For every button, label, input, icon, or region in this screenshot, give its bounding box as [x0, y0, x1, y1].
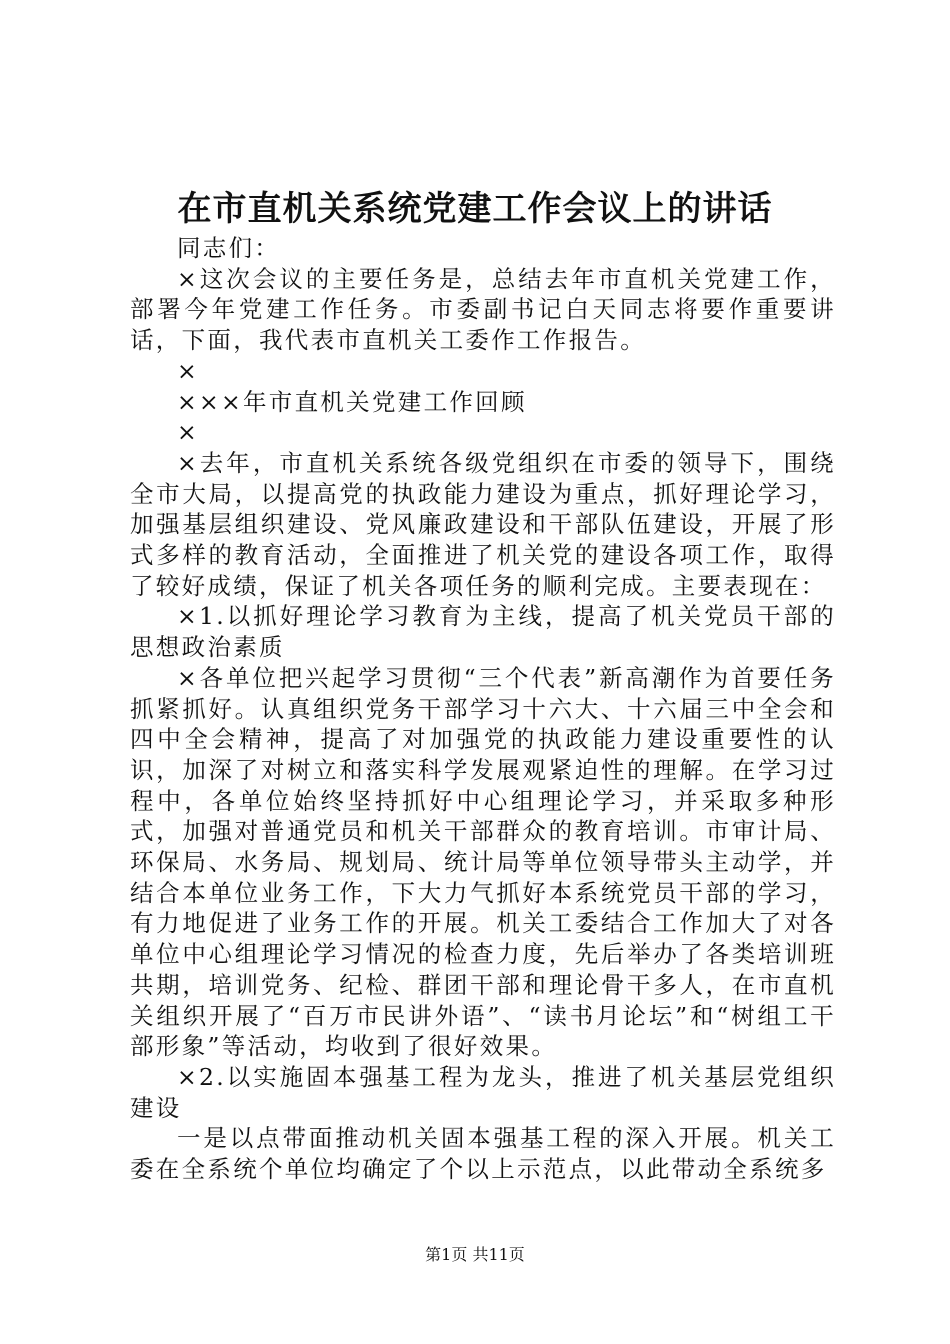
body-paragraph: ×各单位把兴起学习贯彻“三个代表”新高潮作为首要任务抓紧抓好。认真组织党务干部学习十六大、十六届三中全会和四中全会精神，提高了对加强党的执政能力建设重要性的认识，加深了对树立和落实科学发展观紧迫性的理解。在学习过程中，各单位始终坚持抓好中心组理论学习，并采取多种形式，加强对普通党员和机关干部群众的教育培训。市审计局、环保局、水务局、规划局、统计局等单位领导带头主动学，并结合本单位业务工作，下大力气抓好本系统党员干部的学习，有力地促进了业务工作的开展。机关工委结合工作加大了对各单位中心组理论学习情况的检查力度，先后举办了各类培训班共期，培训党务、纪检、群团干部和理论骨干多人，在市直机关组织开展了“百万市民讲外语”、“读书月论坛”和“树组工干部形象”等活动，均收到了很好效果。 [130, 663, 836, 1061]
subsection-heading: ×2.以实施固本强基工程为龙头，推进了机关基层党组织建设 [130, 1062, 836, 1122]
body-paragraph: ×去年，市直机关系统各级党组织在市委的领导下，围绕全市大局，以提高党的执政能力建设为重点，抓好理论学习，加强基层组织建设、党风廉政建设和干部队伍建设，开展了形式多样的教育活动，全面推进了机关党的建设各项工作，取得了较好成绩，保证了机关各项任务的顺利完成。主要表现在： [130, 448, 836, 600]
document-title: 在市直机关系统党建工作会议上的讲话 [177, 189, 773, 229]
body-paragraph: ×这次会议的主要任务是，总结去年市直机关党建工作，部署今年党建工作任务。市委副书记白天同志将要作重要讲话，下面，我代表市直机关工委作工作报告。 [130, 264, 836, 355]
subsection-heading: ×1.以抓好理论学习教育为主线，提高了机关党员干部的思想政治素质 [130, 602, 836, 662]
body-paragraph: 同志们： [177, 234, 281, 262]
body-paragraph: 一是以点带面推动机关固本强基工程的深入开展。机关工委在全系统个单位均确定了个以上示范点，以此带动全系统多 [130, 1124, 836, 1184]
document-body [130, 233, 836, 1185]
section-heading: ×××年市直机关党建工作回顾 [177, 387, 527, 416]
body-paragraph: × [177, 418, 199, 447]
body-paragraph: × [177, 356, 199, 385]
page-number-footer: 第1页 共11页 [425, 1245, 525, 1264]
